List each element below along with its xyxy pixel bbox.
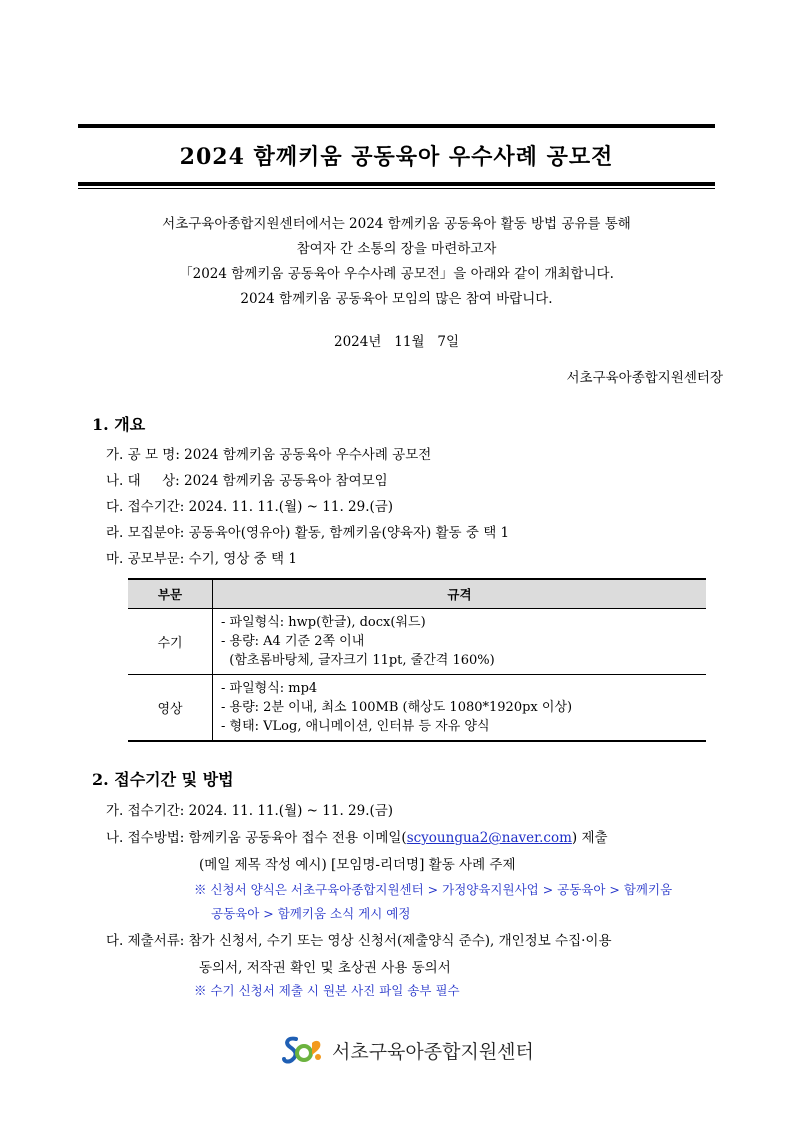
intro-line-4: 2024 함께키움 공동육아 모임의 많은 참여 바랍니다. — [240, 291, 553, 307]
method-item-how — [106, 826, 608, 846]
page-title: 2024 함께키움 공동육아 우수사례 공모전 — [179, 144, 614, 170]
title-bottom-rule — [78, 182, 715, 186]
overview-item-period: 다. 접수기간: 2024. 11. 11.(월) ~ 11. 29.(금) — [106, 499, 394, 515]
footer-logo-text: 서초구육아종합지원센터 — [332, 1040, 534, 1063]
signer: 서초구육아종합지원센터장 — [566, 370, 723, 386]
table-header-category: 부문 — [128, 579, 213, 609]
table-cell-category: 영상 — [128, 675, 213, 742]
table-header-row — [128, 579, 706, 609]
table-header-spec: 규격 — [213, 579, 707, 609]
table-row — [128, 675, 706, 742]
overview-item-name: 가. 공 모 명: 2024 함께키움 공동육아 우수사례 공모전 — [106, 447, 432, 463]
overview-item-field: 라. 모집분야: 공동육아(영유아) 활동, 함께키움(양육자) 활동 중 택 1 — [106, 525, 510, 541]
spec-line: - 형태: VLog, 애니메이션, 인터뷰 등 자유 양식 — [221, 719, 490, 734]
title-top-rule — [78, 124, 715, 128]
mail-subject-example: (메일 제목 작성 예시) [모임명-리더명] 활동 사례 주제 — [199, 857, 516, 873]
table-row — [128, 609, 706, 675]
spec-line: (함초롬바탕체, 글자크기 11pt, 줄간격 160%) — [221, 653, 495, 668]
photo-note: ※ 수기 신청서 제출 시 원본 사진 파일 송부 필수 — [194, 983, 460, 998]
notice-date: 2024년 11월 7일 — [334, 334, 459, 350]
table-cell-category: 수기 — [128, 609, 213, 675]
method-item-period: 가. 접수기간: 2024. 11. 11.(월) ~ 11. 29.(금) — [106, 803, 394, 819]
spec-line: - 파일형식: mp4 — [221, 681, 318, 696]
spec-table — [128, 578, 706, 742]
title-bottom-thin-rule — [78, 188, 715, 189]
method-item-documents: 다. 제출서류: 참가 신청서, 수기 또는 영상 신청서(제출양식 준수), 개인정보 수집·이용 — [106, 933, 612, 949]
intro-line-1: 서초구육아종합지원센터에서는 2024 함께키움 공동육아 활동 방법 공유를 통해 — [162, 216, 631, 232]
intro-line-2: 참여자 간 소통의 장을 마련하고자 — [296, 241, 497, 257]
documents-line-2: 동의서, 저작권 확인 및 초상권 사용 동의서 — [199, 960, 451, 976]
email-link[interactable]: scyoungua2@naver.com — [406, 830, 572, 846]
footer-logo — [282, 1033, 534, 1067]
spec-line: - 용량: A4 기준 2쪽 이내 — [221, 634, 365, 649]
intro-line-3: 「2024 함께키움 공동육아 우수사례 공모전」을 아래와 같이 개최합니다. — [179, 266, 614, 282]
section-1-heading: 1. 개요 — [92, 415, 146, 434]
spec-line: - 용량: 2분 이내, 최소 100MB (해상도 1080*1920px 이상) — [221, 700, 573, 715]
table-cell-spec — [213, 675, 707, 742]
table-cell-spec — [213, 609, 707, 675]
form-note-line-2: 공동육아 > 함께키움 소식 게시 예정 — [211, 906, 411, 921]
spec-line: - 파일형식: hwp(한글), docx(워드) — [221, 615, 426, 630]
seocho-childcare-logo-icon — [282, 1033, 326, 1067]
overview-item-category: 마. 공모부문: 수기, 영상 중 택 1 — [106, 551, 297, 567]
section-2-heading: 2. 접수기간 및 방법 — [92, 770, 234, 789]
method-how-prefix: 나. 접수방법: 함께키움 공동육아 접수 전용 이메일( — [106, 830, 407, 846]
form-note-line-1: ※ 신청서 양식은 서초구육아종합지원센터 > 가정양육지원사업 > 공동육아 > 함께키움 — [194, 882, 673, 897]
method-how-suffix: ) 제출 — [571, 830, 608, 846]
overview-item-target: 나. 대 상: 2024 함께키움 공동육아 참여모임 — [106, 473, 388, 489]
